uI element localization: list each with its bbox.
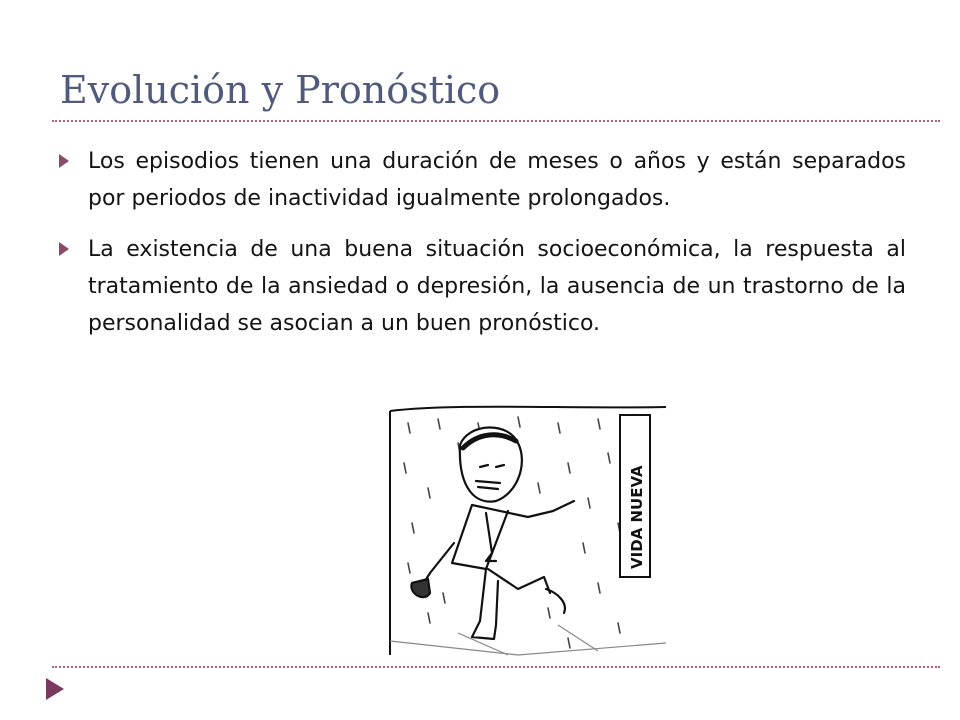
sign-text: VIDA NUEVA	[628, 465, 646, 569]
triangle-right-icon[interactable]	[44, 676, 66, 702]
cartoon-illustration	[368, 393, 690, 661]
sign	[620, 415, 650, 577]
ground-lines	[390, 625, 666, 655]
footer-divider	[52, 666, 940, 668]
triangle-right-icon	[58, 241, 70, 257]
bullet-item	[58, 231, 906, 342]
title-divider	[52, 120, 940, 122]
bullet-text: Los episodios tienen una duración de meses o años y están separados por periodos de inactividad igualmente prolongados.	[88, 149, 906, 211]
triangle-right-icon	[58, 153, 70, 169]
man-figure	[411, 427, 574, 639]
bullet-text: La existencia de una buena situación socioeconómica, la respuesta al tratamiento de la ansiedad o depresión, la ausencia de un trastorno de la personalidad se asocian a un buen pronóstico.	[88, 237, 906, 336]
slide-title: Evolución y Pronóstico	[60, 68, 501, 112]
bullet-item	[58, 143, 906, 217]
rain-man-drawing	[368, 393, 690, 661]
bullet-list	[58, 143, 906, 356]
